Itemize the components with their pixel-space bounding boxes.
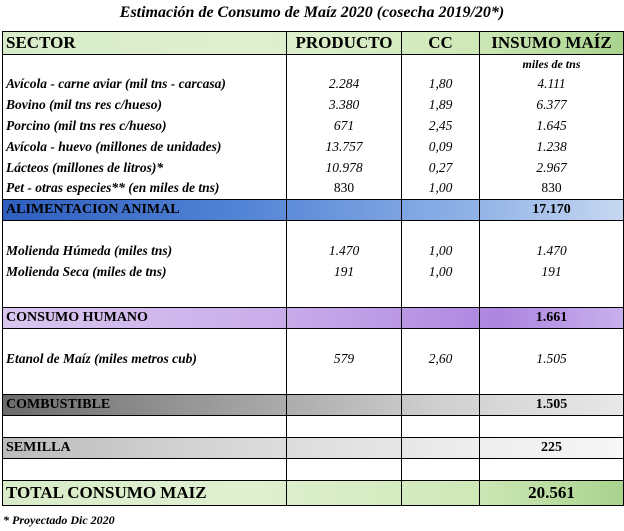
- row-sector: Bovino (mil tns res c/hueso): [3, 94, 287, 115]
- spacer-row: [3, 220, 624, 240]
- row-cc: 2,60: [402, 348, 480, 370]
- row-producto: 3.380: [287, 94, 402, 115]
- table-row: [3, 261, 624, 282]
- consumo-humano-label: CONSUMO HUMANO: [3, 307, 287, 328]
- row-insumo: 1.470: [480, 240, 624, 261]
- row-cc: 1,00: [402, 178, 480, 199]
- alimentacion-value: 17.170: [480, 199, 624, 220]
- row-insumo: 4.111: [480, 73, 624, 94]
- row-producto: 1.470: [287, 240, 402, 261]
- row-insumo: 830: [480, 178, 624, 199]
- row-insumo: 6.377: [480, 94, 624, 115]
- combustible-value: 1.505: [480, 394, 624, 415]
- semilla-value: 225: [480, 437, 624, 458]
- row-sector: Avícola - carne aviar (mil tns - carcasa): [3, 73, 287, 94]
- section-total-consumo-humano: [3, 307, 624, 328]
- units-label: miles de tns: [480, 55, 624, 74]
- consumo-humano-value: 1.661: [480, 307, 624, 328]
- spacer-row: [3, 458, 624, 480]
- row-insumo: 1.645: [480, 115, 624, 136]
- header-insumo: INSUMO MAÍZ: [480, 32, 624, 55]
- row-producto: 579: [287, 348, 402, 370]
- section-total-semilla: [3, 437, 624, 458]
- row-sector: Porcino (mil tns res c/hueso): [3, 115, 287, 136]
- alimentacion-label: ALIMENTACION ANIMAL: [3, 199, 287, 220]
- semilla-label: SEMILLA: [3, 437, 287, 458]
- row-insumo: 1.505: [480, 348, 624, 370]
- spacer-row: [3, 370, 624, 394]
- row-cc: 1,80: [402, 73, 480, 94]
- row-insumo: 1.238: [480, 136, 624, 157]
- section-total-alimentacion: [3, 199, 624, 220]
- corn-consumption-table: [2, 31, 624, 506]
- total-label: TOTAL CONSUMO MAIZ: [3, 480, 287, 505]
- row-producto: 671: [287, 115, 402, 136]
- header-sector: SECTOR: [3, 32, 287, 55]
- row-sector: Avícola - huevo (millones de unidades): [3, 136, 287, 157]
- row-insumo: 2.967: [480, 157, 624, 178]
- row-sector: Molienda Seca (miles de tns): [3, 261, 287, 282]
- row-cc: 0,27: [402, 157, 480, 178]
- header-cc: CC: [402, 32, 480, 55]
- row-producto: 2.284: [287, 73, 402, 94]
- row-producto: 13.757: [287, 136, 402, 157]
- header-producto: PRODUCTO: [287, 32, 402, 55]
- row-sector: Lácteos (millones de litros)*: [3, 157, 287, 178]
- table-row: [3, 94, 624, 115]
- table-row: [3, 115, 624, 136]
- header-row: [3, 32, 624, 55]
- row-cc: 1,00: [402, 240, 480, 261]
- row-cc: 2,45: [402, 115, 480, 136]
- footnote: * Proyectado Dic 2020: [3, 513, 115, 527]
- row-cc: 0,09: [402, 136, 480, 157]
- table-row: [3, 157, 624, 178]
- row-insumo: 191: [480, 261, 624, 282]
- row-sector: Molienda Húmeda (miles tns): [3, 240, 287, 261]
- table-row: [3, 178, 624, 199]
- row-producto: 10.978: [287, 157, 402, 178]
- table-row: [3, 240, 624, 261]
- table-title: Estimación de Consumo de Maíz 2020 (cosecha 2019/20*): [119, 4, 505, 21]
- spacer-row: [3, 282, 624, 307]
- section-total-combustible: [3, 394, 624, 415]
- row-cc: 1,00: [402, 261, 480, 282]
- grand-total-row: [3, 480, 624, 505]
- row-cc: 1,89: [402, 94, 480, 115]
- spacer-row: [3, 415, 624, 437]
- spacer-row: [3, 328, 624, 348]
- row-producto: 191: [287, 261, 402, 282]
- combustible-label: COMBUSTIBLE: [3, 394, 287, 415]
- row-sector: Pet - otras especies** (en miles de tns): [3, 178, 287, 199]
- row-producto: 830: [287, 178, 402, 199]
- units-row: [3, 55, 624, 74]
- row-sector: Etanol de Maíz (miles metros cub): [3, 348, 287, 370]
- total-value: 20.561: [480, 480, 624, 505]
- table-row: [3, 136, 624, 157]
- table-row: [3, 348, 624, 370]
- table-row: [3, 73, 624, 94]
